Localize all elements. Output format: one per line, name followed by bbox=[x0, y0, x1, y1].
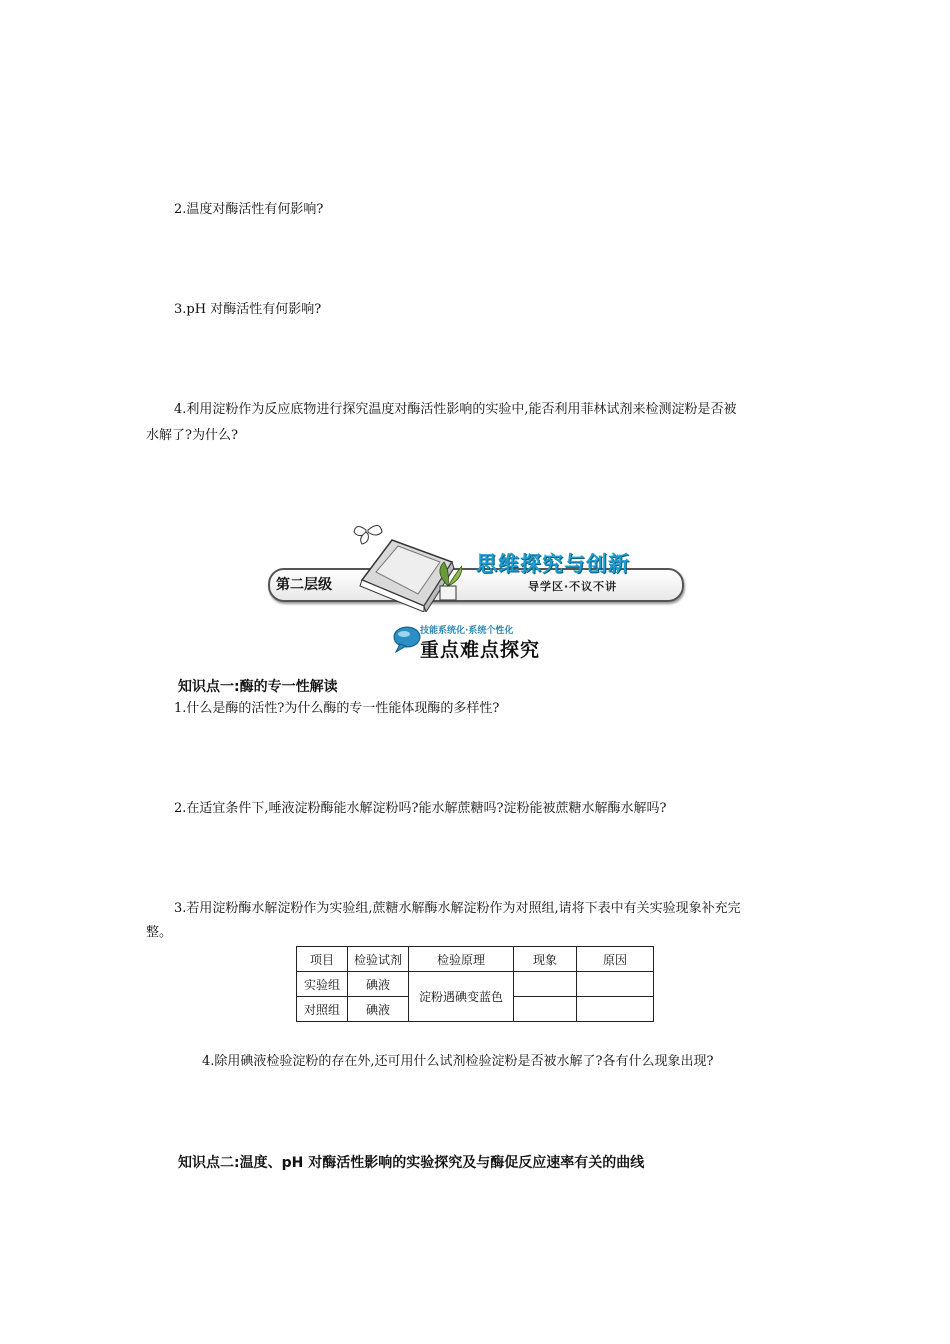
question-temperature: 2.温度对酶活性有何影响? bbox=[174, 202, 324, 217]
key-subtitle: 技能系统化·系统个性化 bbox=[420, 626, 514, 636]
banner-subtitle: 导学区·不议不讲 bbox=[528, 580, 618, 593]
table-header-cell: 检验原理 bbox=[409, 947, 514, 972]
table-header-cell: 原因 bbox=[577, 947, 654, 972]
table-cell-reagent: 碘液 bbox=[348, 997, 409, 1022]
table-cell-reagent: 碘液 bbox=[348, 972, 409, 997]
section1-question3-line2: 整。 bbox=[146, 925, 173, 940]
table-cell-reason bbox=[577, 997, 654, 1022]
table-header-cell: 项目 bbox=[297, 947, 348, 972]
table-header-cell: 现象 bbox=[514, 947, 577, 972]
table-cell-reason bbox=[577, 972, 654, 997]
table-cell-item: 对照组 bbox=[297, 997, 348, 1022]
experiment-table bbox=[296, 946, 654, 1022]
section1-question3-line1: 3.若用淀粉酶水解淀粉作为实验组,蔗糖水解酶水解淀粉作为对照组,请将下表中有关实验现象补充完 bbox=[174, 901, 741, 916]
book-icon bbox=[352, 520, 462, 612]
table-cell-phenomenon bbox=[514, 997, 577, 1022]
question-ph: 3.pH 对酶活性有何影响? bbox=[174, 302, 322, 317]
table-cell-item: 实验组 bbox=[297, 972, 348, 997]
question-starch-line1: 4.利用淀粉作为反应底物进行探究温度对酶活性影响的实验中,能否利用菲林试剂来检测淀粉是否被 bbox=[174, 402, 737, 417]
section-banner bbox=[262, 520, 692, 665]
section1-question2: 2.在适宜条件下,唾液淀粉酶能水解淀粉吗?能水解蔗糖吗?淀粉能被蔗糖水解酶水解吗? bbox=[174, 801, 667, 816]
banner-level-label: 第二层级 bbox=[276, 577, 332, 593]
question-starch-line2: 水解了?为什么? bbox=[146, 428, 238, 443]
speech-bubble-icon bbox=[392, 624, 422, 654]
banner-title: 思维探究与创新 bbox=[476, 552, 630, 576]
section1-heading: 知识点一:酶的专一性解读 bbox=[178, 679, 338, 695]
table-header-row bbox=[297, 947, 654, 972]
table-row bbox=[297, 972, 654, 997]
table-cell-principle: 淀粉遇碘变蓝色 bbox=[409, 972, 514, 1022]
table-header-cell: 检验试剂 bbox=[348, 947, 409, 972]
section1-question1: 1.什么是酶的活性?为什么酶的专一性能体现酶的多样性? bbox=[174, 701, 500, 716]
section2-heading: 知识点二:温度、pH 对酶活性影响的实验探究及与酶促反应速率有关的曲线 bbox=[178, 1155, 645, 1171]
section1-question4: 4.除用碘液检验淀粉的存在外,还可用什么试剂检验淀粉是否被水解了?各有什么现象出现? bbox=[202, 1054, 714, 1069]
table-cell-phenomenon bbox=[514, 972, 577, 997]
key-title: 重点难点探究 bbox=[420, 639, 541, 661]
